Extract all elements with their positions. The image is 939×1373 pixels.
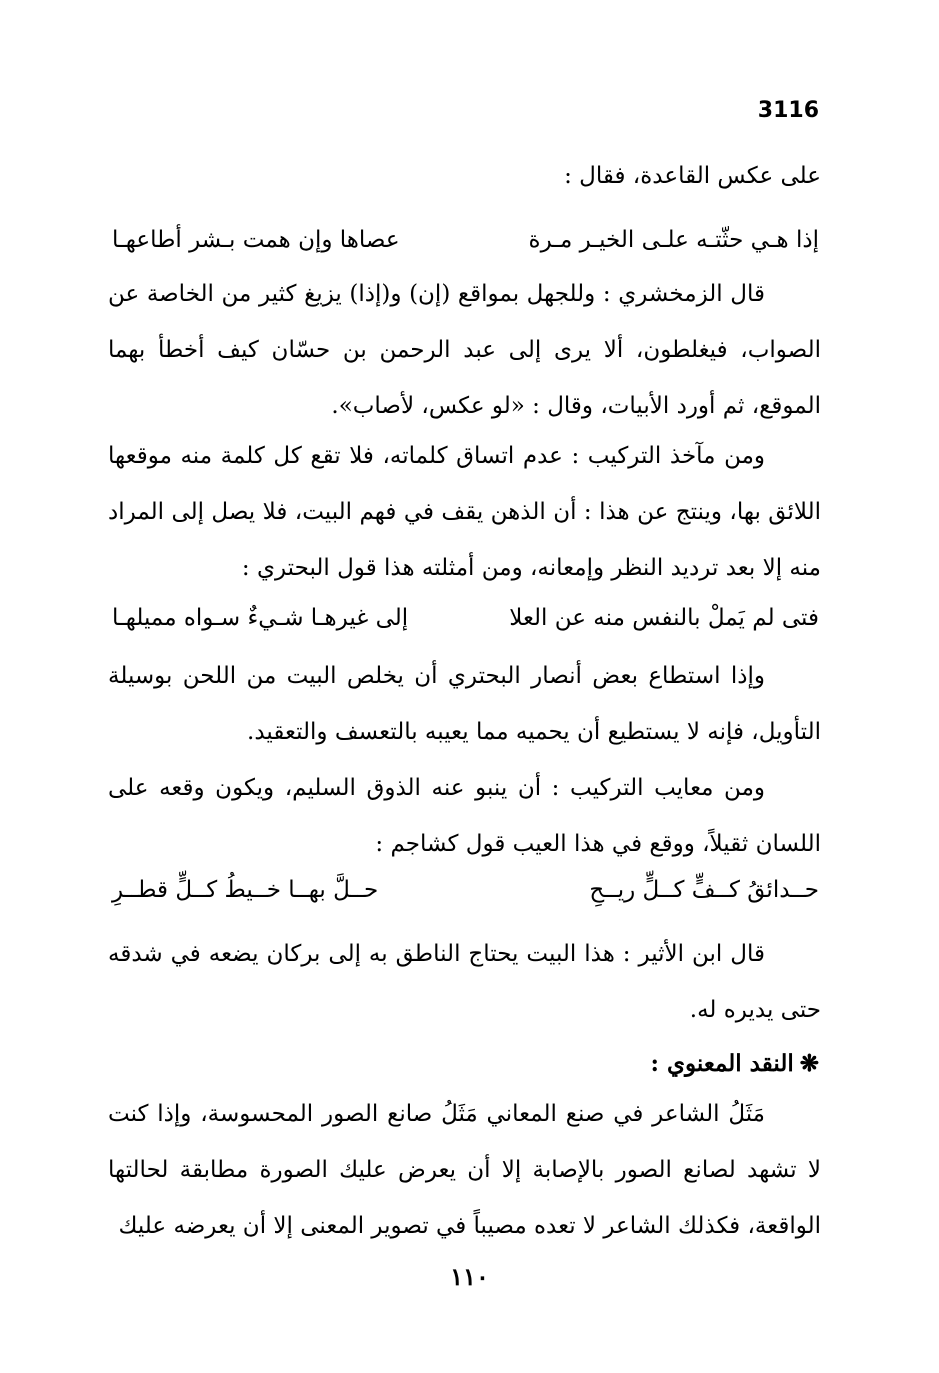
paragraph-text: وإذا استطاع بعض أنصار البحتري أن يخلص البيت من اللحن بوسيلة التأويل، فإنه لا يستطيع أن يحميه مما يعيبه بالتعسف والتعقيد. <box>108 663 821 745</box>
verse-second-hemistich: إلى غيرهـا شـيءٌ سـواه مميلهـا <box>112 605 409 631</box>
paragraph-intro <box>108 148 821 204</box>
paragraph-composition-flaws <box>108 428 821 596</box>
paragraph-text: قال الزمخشري : وللجهل بمواقع (إن) و(إذا) يزيغ كثير من الخاصة عن الصواب، فيغلطون، ألا يرى إلى عبد الرحمن بن حسّان كيف أخطأ بهما الموقع، ثم أورد الأبيات، وقال : «لو عكس، لأصاب». <box>108 281 821 419</box>
paragraph-zamakhshari <box>108 266 821 434</box>
verse-line-2 <box>112 598 819 638</box>
paragraph-ibn-athir <box>108 926 821 1038</box>
paragraph-text: على عكس القاعدة، فقال : <box>564 163 821 189</box>
paragraph-meaning-critique <box>108 1086 821 1254</box>
verse-line-1 <box>112 220 819 260</box>
heading-text: النقد المعنوي : <box>650 1050 794 1077</box>
verse-first-hemistich: إذا هـي حثّتـه علـى الخيـر مـرة <box>528 227 819 253</box>
verse-first-hemistich: حــدائقُ كــفٍّ كــلٍّ ريــحِ <box>589 877 819 903</box>
paragraph-text: مَثَلُ الشاعر في صنع المعاني مَثَلُ صانع الصور المحسوسة، وإذا كنت لا تشهد لصانع الصور بالإصابة إلا أن يعرض عليك الصورة مطابقة لحالتها الواقعة، فكذلك الشاعر لا تعده مصيباً في تصوير المعنى إلا أن يعرضه عليك <box>108 1101 821 1239</box>
verse-first-hemistich: فتى لم يَملْ بالنفس منه عن العلا <box>509 605 819 631</box>
page-number: ١١٠ <box>450 1262 489 1291</box>
bullet-icon: ❋ <box>799 1050 819 1077</box>
paragraph-text: ومن مآخذ التركيب : عدم اتساق كلماته، فلا تقع كل كلمة منه موقعها اللائق بها، وينتج عن هذا : أن الذهن يقف في فهم البيت، فلا يصل إلى المراد منه إلا بعد ترديد النظر وإمعانه، ومن أمثلته هذا قول البحتري : <box>108 443 821 581</box>
verse-line-3 <box>112 870 819 910</box>
header-number: 3116 <box>757 98 819 123</box>
verse-second-hemistich: عصاها وإن همت بـشر أطاعهـا <box>112 227 400 253</box>
paragraph-buhturi-defense <box>108 648 821 760</box>
paragraph-text: ومن معايب التركيب : أن ينبو عنه الذوق السليم، ويكون وقعه على اللسان ثقيلاً، ووقع في هذا العيب قول كشاجم : <box>108 775 821 857</box>
verse-second-hemistich: حــلَّ بهــا خــيطُ كــلٍّ قطــرِ <box>112 877 379 903</box>
paragraph-taste <box>108 760 821 872</box>
section-heading <box>651 1044 819 1084</box>
paragraph-text: قال ابن الأثير : هذا البيت يحتاج الناطق به إلى بركان يضعه في شدقه حتى يديره له. <box>108 941 821 1023</box>
